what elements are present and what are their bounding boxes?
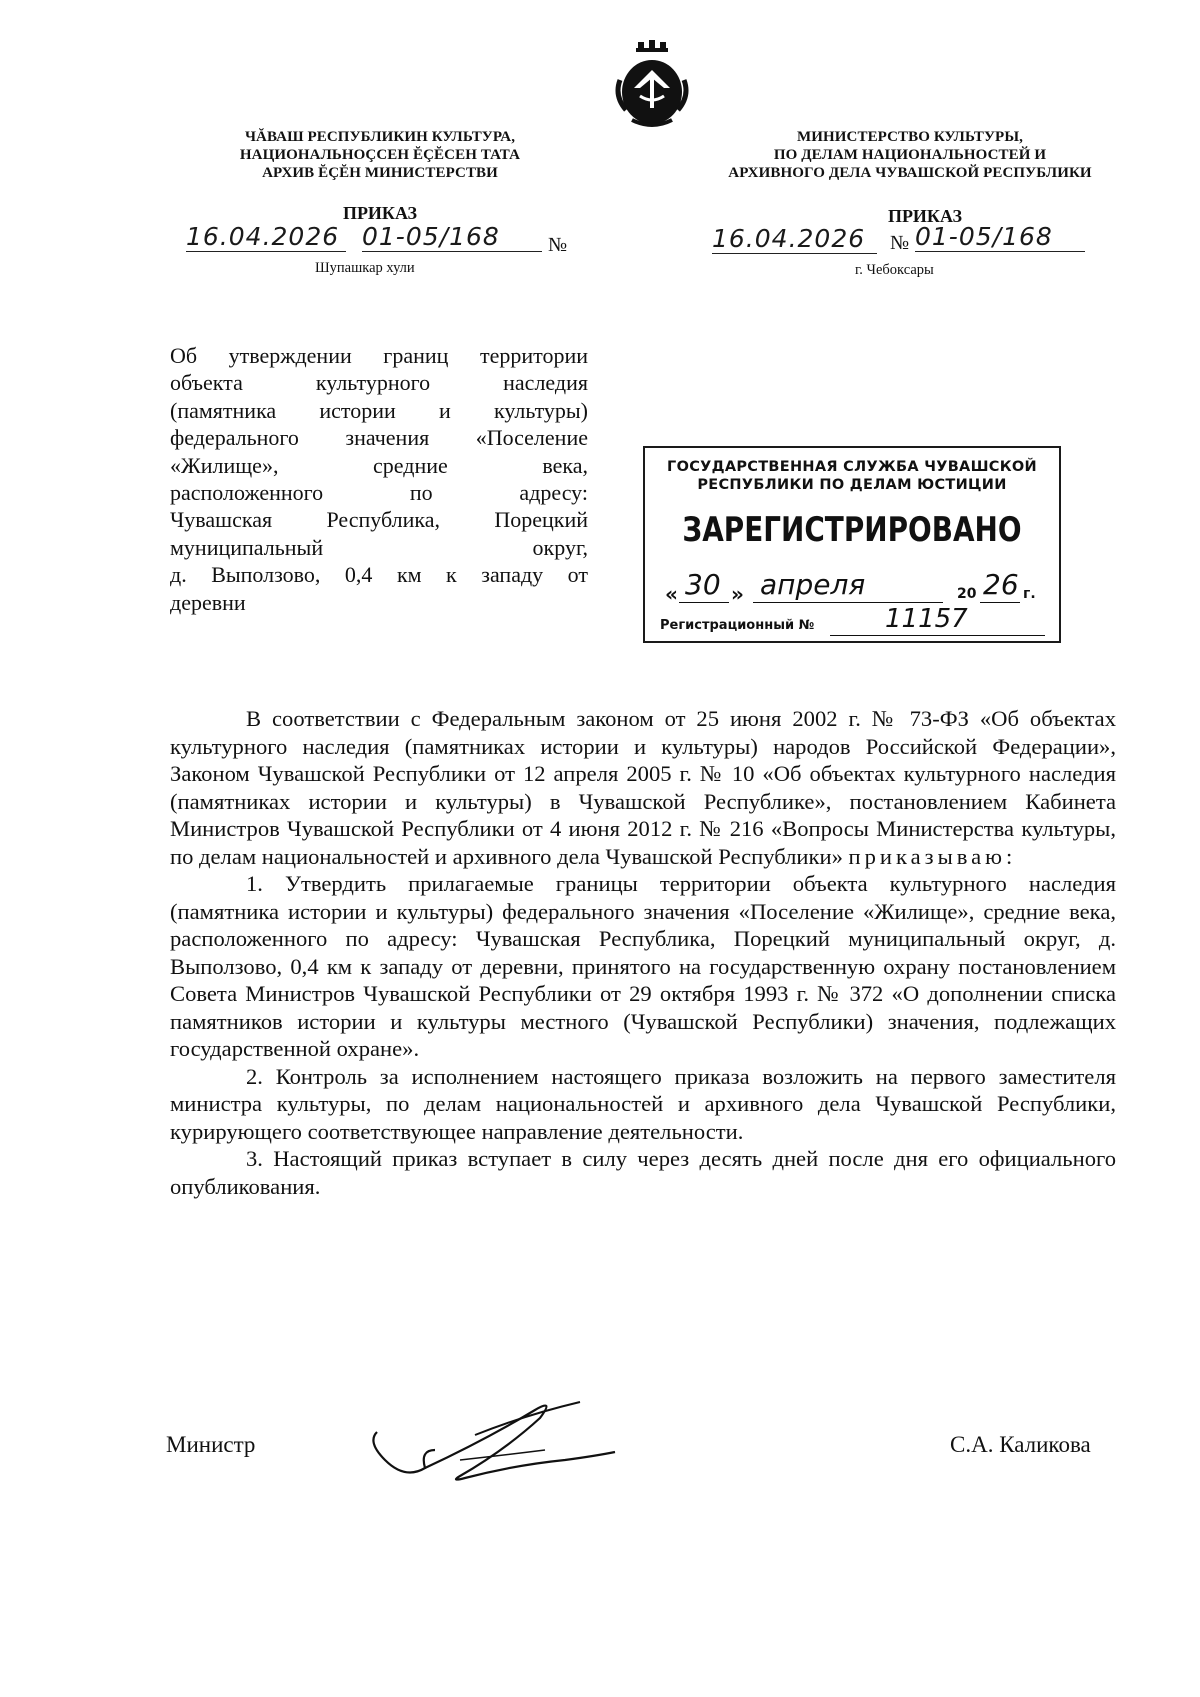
registration-stamp — [643, 446, 1061, 643]
preamble-text: В соответствии с Федеральным законом от 25 июня 2002 г. № 73-ФЗ «Об объектах культурного наследия (памятниках истории и культуры) народов Российской Федерации», Законом Чувашской Республики от 12 апреля 2005 г. № 10 «Об объектах культурного наследия (памятниках истории и культуры) в Чувашской Республике», постановлением Кабинета Министров Чувашской Республики от 4 июня 2012 г. № 216 «Вопросы Министерства культуры, по делам национальностей и архивного дела Чувашской Республики» — [170, 706, 1116, 869]
stamp-reg-label: Регистрационный № — [660, 618, 815, 633]
title-line: объекта культурного наследия — [170, 370, 588, 396]
prikaz-label-right: ПРИКАЗ — [887, 206, 963, 226]
stamp-registration-line — [660, 604, 1050, 638]
order-number-left: 01-05/168 — [362, 222, 542, 252]
title-line: деревни — [170, 589, 246, 615]
stamp-org-line-2: РЕСПУБЛИКИ ПО ДЕЛАМ ЮСТИЦИИ — [697, 477, 1007, 493]
prikaz-label-left: ПРИКАЗ — [342, 203, 418, 223]
stamp-year-prefix: 20 — [957, 586, 977, 602]
order-item-2: 2. Контроль за исполнением настоящего приказа возложить на первого заместителя министра культуры, по делам национальностей и архивного дела Чувашской Республики, курирующего соответствующее направление деятельности. — [170, 1063, 1116, 1144]
number-sign-left: № — [548, 234, 568, 256]
stamp-quote-close: » — [731, 582, 744, 606]
header-left — [205, 128, 555, 182]
signer-position: Министр — [166, 1432, 256, 1457]
order-word: приказываю: — [848, 843, 1017, 869]
title-line: (памятника истории и культуры) — [170, 397, 588, 423]
title-line: муниципальный округ, — [170, 534, 588, 560]
header-right-line-3: АРХИВНОГО ДЕЛА ЧУВАШСКОЙ РЕСПУБЛИКИ — [728, 165, 1092, 181]
handwritten-signature — [365, 1390, 625, 1500]
header-right-line-1: МИНИСТЕРСТВО КУЛЬТУРЫ, — [796, 129, 1024, 145]
header-left-line-2: НАЦИОНАЛЬНОÇСЕН ĔÇĔСЕН ТАТА — [239, 147, 521, 163]
order-body — [170, 705, 1116, 1200]
stamp-date-line — [665, 568, 1050, 608]
number-sign-right: № — [890, 232, 910, 254]
preamble-paragraph — [170, 705, 1116, 870]
stamp-year-mark: г. — [1023, 586, 1036, 602]
stamp-status: ЗАРЕГИСТРИРОВАНО — [682, 510, 1022, 550]
stamp-organization — [645, 458, 1059, 494]
order-number-right: 01-05/168 — [915, 222, 1085, 252]
stamp-day-underline — [679, 602, 729, 603]
order-date-left: 16.04.2026 — [186, 222, 346, 252]
title-line: Об утверждении границ территории — [170, 343, 588, 368]
title-line: д. Выползово, 0,4 км к западу от — [170, 562, 588, 588]
header-right — [700, 128, 1120, 182]
place-right: г. Чебоксары — [855, 262, 934, 278]
order-date-right: 16.04.2026 — [712, 224, 877, 254]
title-line: «Жилище», средние века, — [170, 452, 588, 478]
stamp-year-suffix: 26 — [983, 568, 1019, 601]
stamp-reg-number: 11157 — [885, 604, 968, 634]
order-item-1: 1. Утвердить прилагаемые границы территории объекта культурного наследия (памятника истории и культуры) федерального значения «Поселение «Жилище», средние века, расположенного по адресу: Чувашская Республика, Порецкий муниципальный округ, д. Выползово, 0,4 км к западу от деревни, принятого на государственную охрану постановлением Совета Министров Чувашской Республики от 29 октября 1993 г. № 372 «О дополнении списка памятников истории и культуры местного (Чувашской Республики) значения, подлежащих государственной охране». — [170, 871, 1116, 1061]
stamp-month-underline — [753, 602, 943, 603]
coat-of-arms-emblem — [612, 40, 692, 128]
stamp-year-underline — [980, 602, 1020, 603]
title-line: федерального значения «Поселение — [170, 425, 588, 451]
header-right-line-2: ПО ДЕЛАМ НАЦИОНАЛЬНОСТЕЙ И — [773, 147, 1047, 163]
order-title — [170, 342, 588, 616]
signer-name: С.А. Каликова — [950, 1432, 1091, 1457]
stamp-org-line-1: ГОСУДАРСТВЕННАЯ СЛУЖБА ЧУВАШСКОЙ — [667, 459, 1037, 475]
stamp-day: 30 — [685, 568, 721, 601]
stamp-month: апреля — [760, 568, 866, 601]
stamp-quote-open: « — [665, 582, 678, 606]
stamp-reg-underline — [830, 635, 1045, 636]
order-item-3: 3. Настоящий приказ вступает в силу через десять дней после дня его официального опубликования. — [170, 1146, 1116, 1199]
title-line: Чувашская Республика, Порецкий — [170, 507, 588, 533]
header-left-line-1: ЧĂВАШ РЕСПУБЛИКИН КУЛЬТУРА, — [244, 129, 516, 145]
header-left-line-3: АРХИВ ĔÇĔН МИНИСТЕРСТВИ — [262, 165, 498, 181]
title-line: расположенного по адресу: — [170, 480, 588, 506]
place-left: Шупашкар хули — [315, 260, 415, 276]
